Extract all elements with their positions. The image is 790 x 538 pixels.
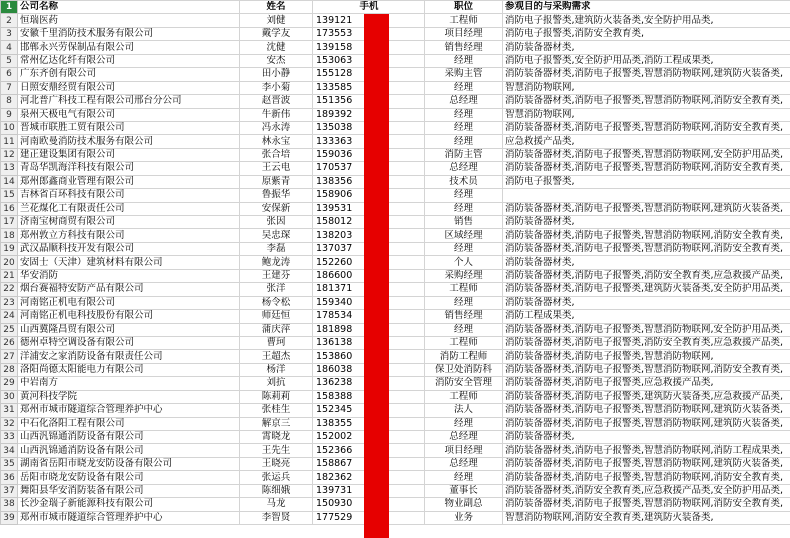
- cell-phone[interactable]: 139531: [313, 202, 425, 215]
- cell-phone[interactable]: 181898: [313, 323, 425, 336]
- cell-name[interactable]: 王超杰: [240, 350, 313, 363]
- cell-phone[interactable]: 170537: [313, 162, 425, 175]
- cell-position[interactable]: 保卫处消防科: [425, 363, 503, 376]
- cell-name[interactable]: 陈细娥: [240, 484, 313, 497]
- cell-name[interactable]: 马龙: [240, 498, 313, 511]
- row-number[interactable]: 39: [1, 511, 18, 524]
- cell-company[interactable]: 吉林省百环科技有限公司: [18, 189, 240, 202]
- cell-company[interactable]: 青岛华凯海洋科技有限公司: [18, 162, 240, 175]
- cell-phone[interactable]: 152345: [313, 404, 425, 417]
- cell-need[interactable]: 消防装备器材类,消防电子报警类,智慧消防物联网,建筑防火装备类,: [503, 68, 790, 81]
- cell-position[interactable]: 法人: [425, 404, 503, 417]
- table-row: [1, 162, 790, 175]
- cell-position[interactable]: 技术员: [425, 175, 503, 188]
- cell-position[interactable]: 物业副总: [425, 498, 503, 511]
- row-number[interactable]: 15: [1, 189, 18, 202]
- header-phone[interactable]: 手机: [313, 1, 425, 14]
- cell-name[interactable]: 冯永涛: [240, 121, 313, 134]
- cell-company[interactable]: 郑州敦立方科技有限公司: [18, 229, 240, 242]
- cell-company[interactable]: 郑州市城市隧道综合管理养护中心: [18, 404, 240, 417]
- cell-company[interactable]: 常州亿达化纤有限公司: [18, 54, 240, 67]
- table-row: [1, 283, 790, 296]
- cell-position[interactable]: 总经理: [425, 457, 503, 470]
- cell-phone[interactable]: 152002: [313, 431, 425, 444]
- cell-name[interactable]: 刘抗: [240, 377, 313, 390]
- cell-company[interactable]: 安徽千里消防技术服务有限公司: [18, 27, 240, 40]
- cell-phone[interactable]: 138356: [313, 175, 425, 188]
- cell-need[interactable]: 消防装备器材类,: [503, 41, 790, 54]
- table-row: [1, 390, 790, 403]
- cell-phone[interactable]: 178534: [313, 310, 425, 323]
- cell-name[interactable]: 田小静: [240, 68, 313, 81]
- cell-company[interactable]: 安固士（天津）建筑材料有限公司: [18, 256, 240, 269]
- table-row: [1, 323, 790, 336]
- cell-need[interactable]: 消防装备器材类,消防电子报警类,智慧消防物联网,建筑防火装备类,: [503, 202, 790, 215]
- cell-phone[interactable]: 182362: [313, 471, 425, 484]
- cell-position[interactable]: 经理: [425, 202, 503, 215]
- cell-name[interactable]: 蒲庆萍: [240, 323, 313, 336]
- cell-position[interactable]: 经理: [425, 121, 503, 134]
- cell-name[interactable]: 师廷恒: [240, 310, 313, 323]
- table-row: [1, 27, 790, 40]
- cell-phone[interactable]: 158388: [313, 390, 425, 403]
- row-number[interactable]: 31: [1, 404, 18, 417]
- cell-position[interactable]: 个人: [425, 256, 503, 269]
- cell-need[interactable]: 消防装备器材类,消防电子报警类,智慧消防物联网,消防安全教育类,: [503, 471, 790, 484]
- table-row: [1, 269, 790, 282]
- cell-phone[interactable]: 133363: [313, 135, 425, 148]
- cell-company[interactable]: 郑州市城市隧道综合管理养护中心: [18, 511, 240, 524]
- table-row: [1, 175, 790, 188]
- cell-name[interactable]: 沈健: [240, 41, 313, 54]
- cell-name[interactable]: 吴忠琛: [240, 229, 313, 242]
- row-number[interactable]: 38: [1, 498, 18, 511]
- table-row: [1, 189, 790, 202]
- cell-company[interactable]: 洛阳尚德太阳能电力有限公司: [18, 363, 240, 376]
- cell-need[interactable]: 消防装备器材类,消防电子报警类,智慧消防物联网,消防安全教育类,: [503, 95, 790, 108]
- row-number[interactable]: 23: [1, 296, 18, 309]
- cell-phone[interactable]: 189392: [313, 108, 425, 121]
- cell-phone[interactable]: 135038: [313, 121, 425, 134]
- cell-need[interactable]: 消防装备器材类,消防电子报警类,智慧消防物联网,: [503, 350, 790, 363]
- row-number[interactable]: 6: [1, 68, 18, 81]
- cell-company[interactable]: 中石化洛阳工程有限公司: [18, 417, 240, 430]
- table-row: [1, 41, 790, 54]
- table-row: [1, 511, 790, 524]
- cell-phone[interactable]: 133585: [313, 81, 425, 94]
- row-number[interactable]: 3: [1, 27, 18, 40]
- cell-position[interactable]: 董事长: [425, 484, 503, 497]
- cell-position[interactable]: 总经理: [425, 95, 503, 108]
- cell-company[interactable]: 武汉晶顺科技开发有限公司: [18, 242, 240, 255]
- cell-company[interactable]: 德州卓特空调设备有限公司: [18, 336, 240, 349]
- cell-company[interactable]: 恒瑞医药: [18, 14, 240, 27]
- row-number[interactable]: 20: [1, 256, 18, 269]
- cell-need[interactable]: 智慧消防物联网,: [503, 81, 790, 94]
- cell-name[interactable]: 安保新: [240, 202, 313, 215]
- cell-phone[interactable]: 150930: [313, 498, 425, 511]
- cell-position[interactable]: 经理: [425, 135, 503, 148]
- table-row: [1, 216, 790, 229]
- cell-name[interactable]: 李磊: [240, 242, 313, 255]
- cell-position[interactable]: 经理: [425, 81, 503, 94]
- cell-position[interactable]: 经理: [425, 296, 503, 309]
- cell-position[interactable]: 工程师: [425, 283, 503, 296]
- cell-need[interactable]: 消防装备器材类,消防电子报警类,智慧消防物联网,安全防护用品类,: [503, 323, 790, 336]
- cell-name[interactable]: 霄晓龙: [240, 431, 313, 444]
- cell-phone[interactable]: 177529: [313, 511, 425, 524]
- cell-company[interactable]: 日照安鼎经贸有限公司: [18, 81, 240, 94]
- cell-name[interactable]: 李小菊: [240, 81, 313, 94]
- row-number[interactable]: 14: [1, 175, 18, 188]
- table-row: [1, 457, 790, 470]
- table-row: [1, 336, 790, 349]
- cell-need[interactable]: 智慧消防物联网,消防安全教育类,建筑防火装备类,: [503, 511, 790, 524]
- cell-position[interactable]: 总经理: [425, 431, 503, 444]
- table-row: [1, 471, 790, 484]
- cell-position[interactable]: 经理: [425, 108, 503, 121]
- table-row: [1, 310, 790, 323]
- cell-phone[interactable]: 155128: [313, 68, 425, 81]
- cell-need[interactable]: 消防装备器材类,消防电子报警类,智慧消防物联网,消防安全教育类,: [503, 229, 790, 242]
- cell-position[interactable]: 销售经理: [425, 41, 503, 54]
- table-row: [1, 229, 790, 242]
- cell-phone[interactable]: 158012: [313, 216, 425, 229]
- cell-need[interactable]: 消防装备器材类,消防电子报警类,智慧消防物联网,建筑防火装备类,: [503, 457, 790, 470]
- table-row: [1, 135, 790, 148]
- cell-position[interactable]: 采购经理: [425, 269, 503, 282]
- table-row: [1, 95, 790, 108]
- cell-phone[interactable]: 159340: [313, 296, 425, 309]
- row-number[interactable]: 4: [1, 41, 18, 54]
- row-number[interactable]: 29: [1, 377, 18, 390]
- table-row: [1, 484, 790, 497]
- cell-company[interactable]: 郑州郎鑫商业管理有限公司: [18, 175, 240, 188]
- cell-phone[interactable]: 136238: [313, 377, 425, 390]
- table-row: [1, 404, 790, 417]
- cell-name[interactable]: 安杰: [240, 54, 313, 67]
- row-number[interactable]: 21: [1, 269, 18, 282]
- cell-name[interactable]: 杨洋: [240, 363, 313, 376]
- cell-position[interactable]: 工程师: [425, 336, 503, 349]
- row-number[interactable]: 12: [1, 148, 18, 161]
- row-number[interactable]: 25: [1, 323, 18, 336]
- cell-name[interactable]: 刘健: [240, 14, 313, 27]
- cell-name[interactable]: 李智贤: [240, 511, 313, 524]
- table-row: [1, 148, 790, 161]
- cell-position[interactable]: 经理: [425, 54, 503, 67]
- cell-need[interactable]: 消防装备器材类,消防电子报警类,建筑防火装备类,安全防护用品类,: [503, 283, 790, 296]
- cell-need[interactable]: 消防电子报警类,: [503, 175, 790, 188]
- cell-position[interactable]: 经理: [425, 417, 503, 430]
- redaction-bar: [364, 14, 389, 538]
- cell-company[interactable]: 河北普广科技工程有限公司邢台分公司: [18, 95, 240, 108]
- table-row: [1, 256, 790, 269]
- cell-need[interactable]: 消防装备器材类,消防电子报警类,智慧消防物联网,消防安全教育类,: [503, 242, 790, 255]
- cell-phone[interactable]: 138355: [313, 417, 425, 430]
- table-row: [1, 350, 790, 363]
- cell-position[interactable]: 经理: [425, 189, 503, 202]
- cell-name[interactable]: 鲍龙涛: [240, 256, 313, 269]
- row-number[interactable]: 26: [1, 336, 18, 349]
- cell-company[interactable]: 河南铭正机电有限公司: [18, 296, 240, 309]
- cell-need[interactable]: 应急救援产品类,: [503, 135, 790, 148]
- row-number[interactable]: 19: [1, 242, 18, 255]
- cell-position[interactable]: 项目经理: [425, 444, 503, 457]
- row-number[interactable]: 36: [1, 471, 18, 484]
- header-position[interactable]: 职位: [425, 1, 503, 14]
- cell-company[interactable]: 晋城市联胜工贸有限公司: [18, 121, 240, 134]
- row-number[interactable]: 18: [1, 229, 18, 242]
- cell-phone[interactable]: 137037: [313, 242, 425, 255]
- cell-name[interactable]: 王先生: [240, 444, 313, 457]
- cell-need[interactable]: 消防装备器材类,消防电子报警类,智慧消防物联网,消防安全教育类,: [503, 363, 790, 376]
- row-number[interactable]: 35: [1, 457, 18, 470]
- cell-position[interactable]: 消防工程师: [425, 350, 503, 363]
- cell-position[interactable]: 经理: [425, 471, 503, 484]
- cell-position[interactable]: 经理: [425, 323, 503, 336]
- row-number[interactable]: 11: [1, 135, 18, 148]
- row-number[interactable]: 8: [1, 95, 18, 108]
- row-number[interactable]: 33: [1, 431, 18, 444]
- cell-company[interactable]: 邯郸永兴劳保制品有限公司: [18, 41, 240, 54]
- row-number[interactable]: 1: [1, 1, 18, 14]
- row-number[interactable]: 32: [1, 417, 18, 430]
- cell-company[interactable]: 华安消防: [18, 269, 240, 282]
- cell-need[interactable]: 消防装备器材类,消防电子报警类,智慧消防物联网,建筑防火装备类,: [503, 404, 790, 417]
- row-number[interactable]: 27: [1, 350, 18, 363]
- cell-company[interactable]: 中岩南方: [18, 377, 240, 390]
- row-number[interactable]: 13: [1, 162, 18, 175]
- cell-phone[interactable]: 139121: [313, 14, 425, 27]
- cell-name[interactable]: 张因: [240, 216, 313, 229]
- cell-need[interactable]: 智慧消防物联网,: [503, 108, 790, 121]
- cell-position[interactable]: 总经理: [425, 162, 503, 175]
- table-row: [1, 498, 790, 511]
- cell-phone[interactable]: 153860: [313, 350, 425, 363]
- cell-company[interactable]: 山西汎锦通消防设备有限公司: [18, 431, 240, 444]
- cell-need[interactable]: 消防装备器材类,消防电子报警类,智慧消防物联网,消防安全教育类,: [503, 498, 790, 511]
- cell-need[interactable]: 消防装备器材类,消防电子报警类,建筑防火装备类,应急救援产品类,: [503, 390, 790, 403]
- cell-phone[interactable]: 152366: [313, 444, 425, 457]
- table-row: [1, 202, 790, 215]
- cell-phone[interactable]: 138203: [313, 229, 425, 242]
- cell-need[interactable]: 消防装备器材类,消防电子报警类,消防安全教育类,应急救援产品类,: [503, 336, 790, 349]
- cell-phone[interactable]: 173553: [313, 27, 425, 40]
- cell-name[interactable]: 王晓亮: [240, 457, 313, 470]
- header-company[interactable]: 公司名称: [18, 1, 240, 14]
- cell-company[interactable]: 烟台赛福特安防产品有限公司: [18, 283, 240, 296]
- cell-need[interactable]: 消防工程成果类,: [503, 310, 790, 323]
- cell-need[interactable]: 消防装备器材类,: [503, 256, 790, 269]
- cell-company[interactable]: 兰花煤化工有限责任公司: [18, 202, 240, 215]
- table-row: [1, 81, 790, 94]
- cell-need[interactable]: 消防装备器材类,: [503, 431, 790, 444]
- cell-position[interactable]: 工程师: [425, 390, 503, 403]
- cell-phone[interactable]: 153063: [313, 54, 425, 67]
- table-row: [1, 417, 790, 430]
- cell-need[interactable]: 消防装备器材类,消防电子报警类,消防安全教育类,应急救援产品类,: [503, 269, 790, 282]
- cell-need[interactable]: 消防装备器材类,消防电子报警类,智慧消防物联网,消防安全教育类,: [503, 121, 790, 134]
- cell-position[interactable]: 销售经理: [425, 310, 503, 323]
- cell-need[interactable]: 消防装备器材类,消防电子报警类,智慧消防物联网,安全防护用品类,: [503, 148, 790, 161]
- cell-phone[interactable]: 139731: [313, 484, 425, 497]
- cell-company[interactable]: 岳阳市晓龙安防设备有限公司: [18, 471, 240, 484]
- cell-phone[interactable]: 151356: [313, 95, 425, 108]
- cell-name[interactable]: 戴学友: [240, 27, 313, 40]
- row-number[interactable]: 9: [1, 108, 18, 121]
- cell-position[interactable]: 消防安全管理: [425, 377, 503, 390]
- row-number[interactable]: 17: [1, 216, 18, 229]
- cell-position[interactable]: 采购主管: [425, 68, 503, 81]
- cell-phone[interactable]: 136138: [313, 336, 425, 349]
- cell-company[interactable]: 建正建设集团有限公司: [18, 148, 240, 161]
- table-row: [1, 377, 790, 390]
- cell-company[interactable]: 舞阳县华安消防装备有限公司: [18, 484, 240, 497]
- cell-phone[interactable]: 181371: [313, 283, 425, 296]
- cell-company[interactable]: 山西汎锦通消防设备有限公司: [18, 444, 240, 457]
- table-row: [1, 431, 790, 444]
- cell-name[interactable]: 原紫青: [240, 175, 313, 188]
- cell-position[interactable]: 项目经理: [425, 27, 503, 40]
- table-row: [1, 296, 790, 309]
- row-number[interactable]: 2: [1, 14, 18, 27]
- row-number[interactable]: 30: [1, 390, 18, 403]
- cell-company[interactable]: 泉州天极电气有限公司: [18, 108, 240, 121]
- cell-phone[interactable]: 158867: [313, 457, 425, 470]
- table-row: [1, 14, 790, 27]
- cell-position[interactable]: 消防主管: [425, 148, 503, 161]
- cell-name[interactable]: 解京三: [240, 417, 313, 430]
- cell-need[interactable]: [503, 189, 790, 202]
- cell-phone[interactable]: 186038: [313, 363, 425, 376]
- header-row: [1, 1, 790, 14]
- cell-phone[interactable]: 159036: [313, 148, 425, 161]
- table-row: [1, 444, 790, 457]
- row-number[interactable]: 5: [1, 54, 18, 67]
- cell-name[interactable]: 张洋: [240, 283, 313, 296]
- table-row: [1, 363, 790, 376]
- table-row: [1, 121, 790, 134]
- cell-phone[interactable]: 186600: [313, 269, 425, 282]
- cell-position[interactable]: 经理: [425, 242, 503, 255]
- cell-name[interactable]: 鲁振华: [240, 189, 313, 202]
- row-number[interactable]: 10: [1, 121, 18, 134]
- row-number[interactable]: 34: [1, 444, 18, 457]
- cell-name[interactable]: 曹珂: [240, 336, 313, 349]
- cell-phone[interactable]: 139158: [313, 41, 425, 54]
- cell-name[interactable]: 张合培: [240, 148, 313, 161]
- cell-need[interactable]: 消防装备器材类,: [503, 216, 790, 229]
- row-number[interactable]: 24: [1, 310, 18, 323]
- cell-company[interactable]: 河南欧曼消防技术服务有限公司: [18, 135, 240, 148]
- header-name[interactable]: 姓名: [240, 1, 313, 14]
- cell-need[interactable]: 消防装备器材类,: [503, 296, 790, 309]
- cell-phone[interactable]: 158906: [313, 189, 425, 202]
- cell-company[interactable]: 济南宝树商贸有限公司: [18, 216, 240, 229]
- cell-company[interactable]: 黄河科技学院: [18, 390, 240, 403]
- cell-name[interactable]: 林永宝: [240, 135, 313, 148]
- cell-name[interactable]: 陈莉莉: [240, 390, 313, 403]
- cell-company[interactable]: 广东齐创有限公司: [18, 68, 240, 81]
- cell-company[interactable]: 湖南省岳阳市晓龙安防设备有限公司: [18, 457, 240, 470]
- cell-need[interactable]: 消防电子报警类,安全防护用品类,消防工程成果类,: [503, 54, 790, 67]
- cell-position[interactable]: 区域经理: [425, 229, 503, 242]
- cell-company[interactable]: 河南铭正机电科技股份有限公司: [18, 310, 240, 323]
- row-number[interactable]: 37: [1, 484, 18, 497]
- cell-name[interactable]: 赵晋波: [240, 95, 313, 108]
- cell-name[interactable]: 王云电: [240, 162, 313, 175]
- cell-need[interactable]: 消防装备器材类,消防电子报警类,智慧消防物联网,建筑防火装备类,: [503, 417, 790, 430]
- cell-need[interactable]: 消防电子报警类,建筑防火装备类,安全防护用品类,: [503, 14, 790, 27]
- cell-name[interactable]: 牛新伟: [240, 108, 313, 121]
- cell-position[interactable]: 销售: [425, 216, 503, 229]
- cell-position[interactable]: 业务: [425, 511, 503, 524]
- cell-need[interactable]: 消防装备器材类,消防电子报警类,智慧消防物联网,消防工程成果类,: [503, 444, 790, 457]
- row-number[interactable]: 16: [1, 202, 18, 215]
- cell-name[interactable]: 张桂生: [240, 404, 313, 417]
- row-number[interactable]: 22: [1, 283, 18, 296]
- row-number[interactable]: 7: [1, 81, 18, 94]
- row-number[interactable]: 28: [1, 363, 18, 376]
- cell-name[interactable]: 杨令松: [240, 296, 313, 309]
- cell-phone[interactable]: 152260: [313, 256, 425, 269]
- table-row: [1, 68, 790, 81]
- table-row: [1, 242, 790, 255]
- cell-need[interactable]: 消防电子报警类,消防安全教育类,: [503, 27, 790, 40]
- cell-name[interactable]: 王建芬: [240, 269, 313, 282]
- table-row: [1, 54, 790, 67]
- header-need[interactable]: 参观目的与采购需求: [503, 1, 790, 14]
- cell-name[interactable]: 张运兵: [240, 471, 313, 484]
- cell-need[interactable]: 消防装备器材类,消防电子报警类,智慧消防物联网,消防安全教育类,: [503, 162, 790, 175]
- cell-need[interactable]: 消防装备器材类,消防电子报警类,应急救援产品类,: [503, 377, 790, 390]
- cell-company[interactable]: 洋浦安之家消防设备有限责任公司: [18, 350, 240, 363]
- cell-need[interactable]: 消防装备器材类,消防安全教育类,应急救援产品类,安全防护用品类,: [503, 484, 790, 497]
- table-row: [1, 108, 790, 121]
- cell-company[interactable]: 山西冀隆昌贸有限公司: [18, 323, 240, 336]
- cell-company[interactable]: 长沙金瑞子新能源科技有限公司: [18, 498, 240, 511]
- cell-position[interactable]: 工程师: [425, 14, 503, 27]
